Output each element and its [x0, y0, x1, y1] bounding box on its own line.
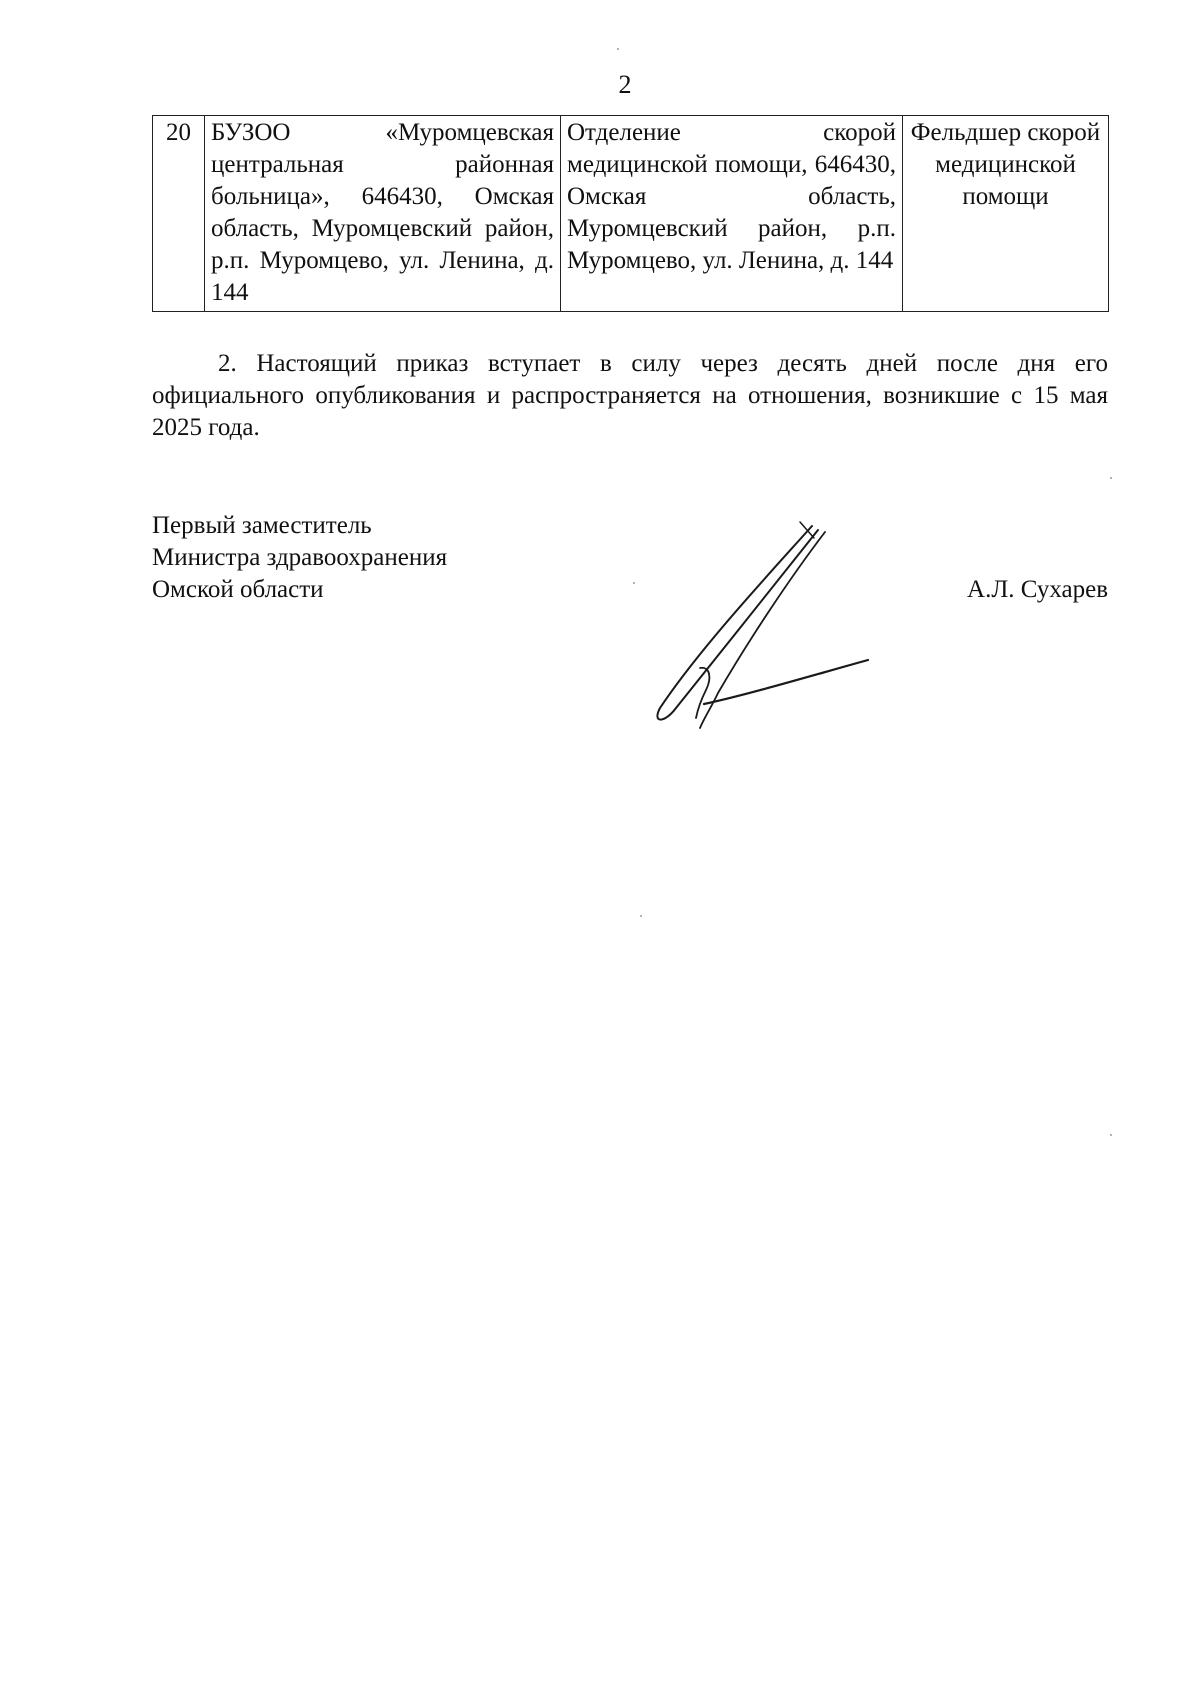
signatory-title-line-3: Омской области [152, 576, 324, 603]
page-number: 2 [618, 70, 632, 99]
signatory-title-line-2: Министра здравоохранения [152, 544, 448, 571]
scan-speck [1110, 477, 1112, 479]
scan-speck [617, 48, 619, 50]
positions-table [152, 115, 1109, 312]
effective-date-paragraph: 2. Настоящий приказ вступает в силу через десять дней после дня его официального опубликования и распространяется на отношения, возникшие с 15 мая 2025 года. [152, 350, 1108, 441]
scan-speck [633, 582, 635, 584]
table-row [153, 116, 1109, 312]
scan-speck [640, 915, 642, 917]
organization-cell: БУЗОО «Муромцевская центральная районная больница», 646430, Омская область, Муромцевский район, р.п. Муромцево, ул. Ленина, д. 144 [205, 116, 561, 312]
signatory-title [152, 510, 552, 606]
position-cell: Фельдшер скорой медицинской помощи [903, 116, 1109, 312]
signer-name: А.Л. Сухарев [967, 576, 1108, 603]
row-number-cell: 20 [153, 116, 205, 312]
scan-speck [1110, 1134, 1112, 1136]
signatory-title-line-1: Первый заместитель [152, 512, 372, 539]
department-cell: Отделение скорой медицинской помощи, 646430, Омская область, Муромцевский район, р.п. Муромцево, ул. Ленина, д. 144 [561, 116, 903, 312]
handwritten-signature [640, 518, 880, 738]
